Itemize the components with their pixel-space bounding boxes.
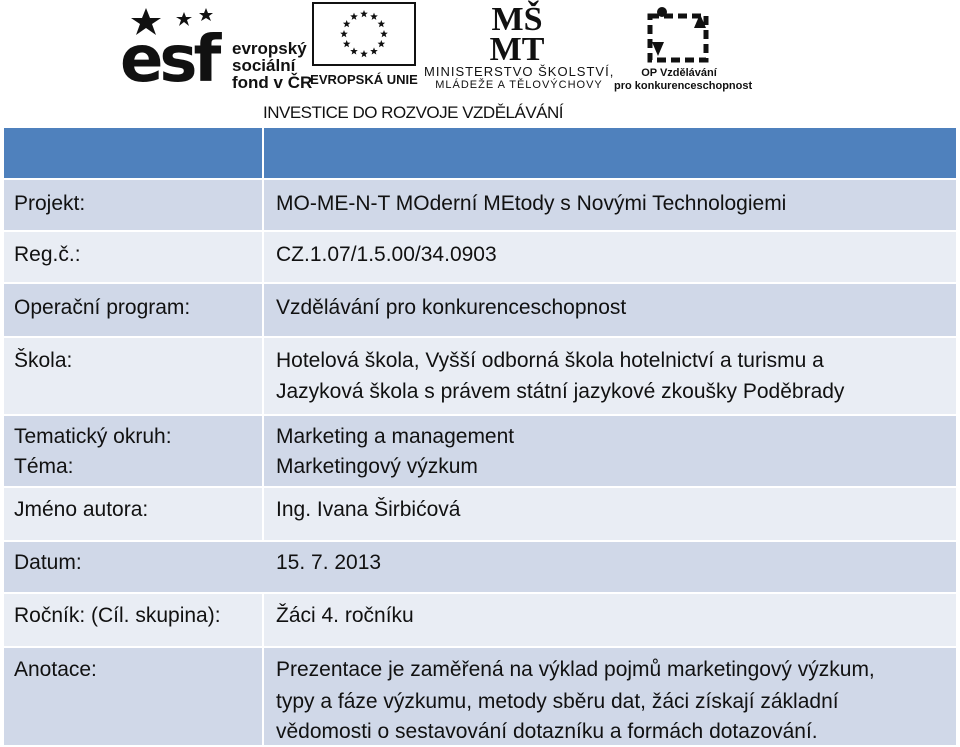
table-row-program xyxy=(4,284,956,336)
value-datum: 15. 7. 2013 xyxy=(276,551,382,574)
table-header-cell xyxy=(4,128,262,178)
eu-star-icon xyxy=(340,30,348,37)
esf-letters: esf xyxy=(120,23,218,97)
msmt-mark-icon xyxy=(472,0,562,62)
investice-banner: INVESTICE DO ROZVOJE VZDĚLÁVÁNÍ xyxy=(263,103,564,122)
eu-star-icon xyxy=(380,30,388,37)
eu-star-icon xyxy=(350,47,358,54)
table-row-rocnik xyxy=(4,594,956,646)
eu-star-icon xyxy=(378,40,386,47)
esf-text-line1: evropský xyxy=(232,39,307,58)
eu-star-icon xyxy=(360,10,368,17)
esf-text xyxy=(232,40,312,91)
value-skola-line1: Hotelová škola, Vyšší odborná škola hotelnictví a turismu a xyxy=(276,349,824,372)
table-row-skola xyxy=(4,338,956,414)
value-reg: CZ.1.07/1.5.00/34.0903 xyxy=(276,243,497,266)
table-header-cell xyxy=(264,128,956,178)
logo-strip xyxy=(0,0,960,128)
msmt-line1: MINISTERSTVO ŠKOLSTVÍ, xyxy=(424,64,615,79)
eu-star-icon xyxy=(370,47,378,54)
op-mark-icon xyxy=(642,2,716,64)
value-anotace-line3: vědomosti o sestavování dotazníku a formách dotazování. xyxy=(276,720,818,743)
svg-text:MŠ: MŠ xyxy=(491,1,543,38)
eu-star-icon xyxy=(378,20,386,27)
msmt-logo xyxy=(424,0,614,92)
value-skola-line2: Jazyková škola s právem státní jazykové zkoušky Poděbrady xyxy=(276,380,845,403)
table-row-reg xyxy=(4,232,956,282)
value-tema: Marketingový výzkum xyxy=(276,455,478,478)
esf-logo xyxy=(120,4,313,97)
eu-logo xyxy=(309,2,419,90)
value-rocnik: Žáci 4. ročníku xyxy=(276,604,414,627)
esf-text-line2: sociální xyxy=(232,56,296,75)
table-row-okruh xyxy=(4,416,956,486)
op-logo xyxy=(614,2,753,94)
label-rocnik: Ročník: (Cíl. skupina): xyxy=(14,604,221,627)
label-reg: Reg.č.: xyxy=(14,243,81,266)
op-line1: OP Vzdělávání xyxy=(641,67,717,79)
eu-flag-icon xyxy=(312,2,416,66)
eu-caption: EVROPSKÁ UNIE xyxy=(310,72,418,87)
value-okruh: Marketing a management xyxy=(276,425,515,448)
value-program: Vzdělávání pro konkurenceschopnost xyxy=(276,296,627,319)
table-row-datum xyxy=(4,542,956,592)
table-header-row xyxy=(4,128,956,178)
value-anotace-line2: typy a fáze výzkumu, metody sběru dat, žáci získají základní xyxy=(276,690,839,713)
op-line2: pro konkurenceschopnost xyxy=(614,80,753,92)
table-row-anotace xyxy=(4,648,956,745)
label-datum: Datum: xyxy=(14,551,82,574)
label-projekt: Projekt: xyxy=(14,192,86,215)
label-okruh: Tematický okruh: xyxy=(14,425,172,448)
eu-star-icon xyxy=(360,50,368,57)
eu-star-icon xyxy=(350,13,358,20)
label-anotace: Anotace: xyxy=(14,658,97,681)
value-autor: Ing. Ivana Širbićová xyxy=(276,498,461,521)
svg-text:MT: MT xyxy=(489,31,545,62)
label-skola: Škola: xyxy=(14,349,73,372)
value-projekt: MO-ME-N-T MOderní MEtody s Novými Technologiemi xyxy=(276,192,787,215)
label-tema: Téma: xyxy=(14,455,74,478)
eu-star-icon xyxy=(343,20,351,27)
table-row-autor xyxy=(4,488,956,540)
label-autor: Jméno autora: xyxy=(14,498,149,521)
eu-star-icon xyxy=(370,13,378,20)
value-anotace-line1: Prezentace je zaměřená na výklad pojmů marketingový výzkum, xyxy=(276,658,875,681)
label-program: Operační program: xyxy=(14,296,191,319)
esf-text-line3: fond v ČR xyxy=(232,73,313,92)
msmt-line2: MLÁDEŽE A TĚLOVÝCHOVY xyxy=(435,79,603,91)
table-row-projekt xyxy=(4,180,956,230)
eu-star-icon xyxy=(343,40,351,47)
